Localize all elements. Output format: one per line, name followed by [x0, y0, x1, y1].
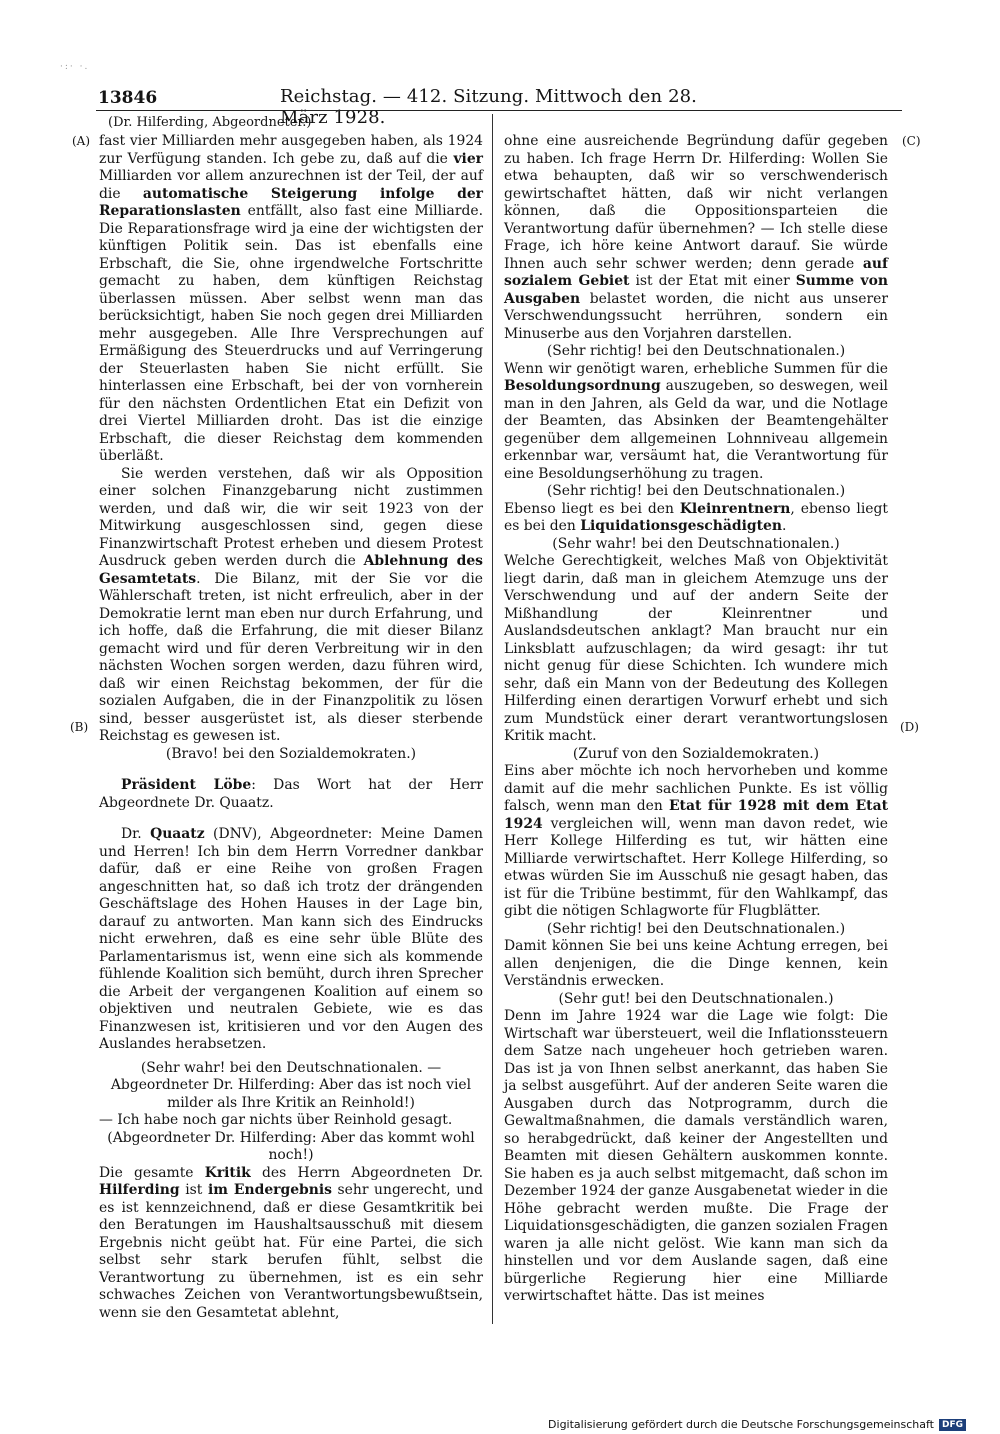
speaker-paragraph: Dr. Quaatz (DNV), Abgeordneter: Meine Damen und Herren! Ich bin dem Herrn Vorredner dankbar dafür, daß er eine Reihe von großen Fragen angeschnitten hat, so daß ich trotz der drängenden Geschäftslage des Hohen Hauses in der Lage bin, darauf zu antworten. Man kann sich des Eindrucks nicht erwehren, daß es eine sehr üble Blüte des Parlamentarismus ist, wenn eine sich als kommende fühlende Koalition sich bemüht, durch ihren Sprecher die Arbeit der vergangenen Koalition auf einem so objektiven und neutralen Gebiete, wie es das Finanzwesen ist, kritisieren und vor den Augen des Auslandes herabsetzen. [99, 826, 483, 1052]
paragraph: Damit können Sie bei uns keine Achtung erregen, bei allen denjenigen, die die Dinge kennen, kein Verständnis erwecken. [504, 938, 888, 989]
column-divider [492, 114, 493, 1324]
interjection: (Sehr wahr! bei den Deutschnationalen. — Abgeordneter Dr. Hilferding: Aber das ist noch viel milder als Ihre Kritik an Reinhold!) [110, 1059, 472, 1111]
margin-marker-a: (A) [72, 134, 91, 148]
paragraph: — Ich habe noch gar nichts über Reinhold gesagt. [99, 1112, 453, 1128]
margin-marker-b: (B) [70, 720, 89, 734]
paragraph: Denn im Jahre 1924 war die Lage wie folgt: Die Wirtschaft war übersteuert, weil die Inflationssteuern dem Satze nach ungeheuer hoch getrieben waren. Das ist ja von Ihnen selbst anerkannt, das haben Sie ja selbst ausgeführt. Auf der anderen Seite waren die Ausgaben durch das Notprogramm, durch die Gewaltmaßnahmen, die damals verständlich waren, so herabgedrückt, daß keiner der Angestellten und Beamten mit diesen Gehältern auskommen konnte. Sie haben es ja auch selbst mitgemacht, daß schon im Dezember 1924 der ganze Ausgabenetat wieder in die Höhe gebracht werden mußte. Die Frage der Liquidationsgeschädigten, die ganzen sozialen Fragen waren ja alle nicht gelöst. Wie kann man sich da hinstellen und vor dem Auslande sagen, daß eine bürgerliche Regierung hier eine Milliarde verwirtschaftet hätte. Das ist meines [504, 1008, 888, 1304]
interjection: (Sehr richtig! bei den Deutschnationalen.) [546, 920, 846, 937]
interjection: (Sehr richtig! bei den Deutschnationalen.) [546, 343, 846, 359]
interjection: (Sehr wahr! bei den Deutschnationalen.) [552, 535, 840, 552]
speaker-tag: (Dr. Hilferding, Abgeordneter.) [108, 115, 312, 130]
speaker-paragraph: Präsident Löbe: Das Wort hat der Herr Abgeordnete Dr. Quaatz. [99, 777, 483, 811]
interjection: (Bravo! bei den Sozialdemokraten.) [165, 745, 417, 762]
right-column [504, 133, 888, 1306]
paragraph: fast vier Milliarden mehr ausgegeben haben, als 1924 zur Verfügung standen. Ich gebe zu, daß auf die vier Milliarden vor allem anzurechnen ist der Teil, der auf die automatische Steigerung infolge der Reparationslasten entfällt, also fast eine Milliarde. Die Reparationsfrage wird ja eine der wichtigsten der künftigen Politik sein. Das ist ebenfalls eine Erbschaft, die Sie, ohne irgendwelche Fortschritte gemacht zu haben, dem künftigen Reichstag überlassen müssen. Aber selbst wenn man das berücksichtigt, haben Sie noch gegen drei Milliarden mehr ausgegeben. Alle Ihre Versprechungen auf Ermäßigung des Steuerdrucks und auf Verringerung der Steuerlasten haben Sie nicht erfüllt. Sie hinterlassen eine Erbschaft, bei der von vornherein für den nächsten Ordentlichen Etat ein Defizit von drei Viertel Milliarden droht. Das ist die einzige Erbschaft, die dieser Reichstag dem kommenden überläßt. [99, 133, 483, 464]
paragraph: ohne eine ausreichende Begründung dafür gegeben zu haben. Ich frage Herrn Dr. Hilferding: Wollen Sie etwa behaupten, daß wir so verschwenderisch gewirtschaftet hätten, daß wir nicht verlangen können, daß die Oppositionsparteien die Verantwortung dafür übernehmen? — Ich stelle diese Frage, ich höre keine Antwort darauf. Sie würde Ihnen auch sehr schwer werden; denn gerade auf sozialem Gebiet ist der Etat mit einer Summe von Ausgaben belastet worden, die nicht aus unserer Verschwendungssucht herrühren, sondern ein Minuserbe aus den Vorjahren darstellen. [504, 133, 888, 342]
left-column [99, 133, 483, 1322]
page-number: 13846 [98, 88, 158, 108]
interjection: (Sehr gut! bei den Deutschnationalen.) [558, 990, 834, 1007]
margin-marker-d: (D) [900, 720, 919, 734]
interjection: (Abgeordneter Dr. Hilferding: Aber das kommt wohl noch!) [107, 1129, 475, 1163]
footer-text: Digitalisierung gefördert durch die Deutsche Forschungsgemeinschaft [548, 1418, 934, 1431]
paragraph: Ebenso liegt es bei den Kleinrentnern, ebenso liegt es bei den Liquidationsgeschädigten. [504, 500, 888, 534]
paragraph: Wenn wir genötigt waren, erhebliche Summen für die Besoldungsordnung auszugeben, so deswegen, weil man in den Jahren, als Geld da war, und die Notlage der Beamten, das Absinken der Beamtengehälter gegenüber dem allgemeinen Lohnniveau allgemein erkennbar war, versäumt hat, die Verantwortung für eine Besoldungserhöhung zu tragen. [504, 360, 888, 482]
footer-credit [548, 1418, 966, 1431]
interjection: (Zuruf von den Sozialdemokraten.) [572, 745, 820, 762]
library-stamp: ·:· ·. [60, 62, 90, 72]
paragraph: Welche Gerechtigkeit, welches Maß von Objektivität liegt darin, daß man in gleichem Atemzuge uns der Verschwendung und auf der andern Seite der Mißhandlung der Kleinrentner und Auslandsdeutschen anklagt? Man braucht nur ein Linksblatt aufzuschlagen; da wird gesagt: ihr tut nicht genug für diese Schichten. Ich wundere mich sehr, daß ein Mann von der Bedeutung des Kollegen Hilferding einen derartigen Vorwurf erhebt und sich zum Mundstück einer derart verantwortungslosen Kritik macht. [504, 553, 888, 744]
running-head: Reichstag. — 412. Sitzung. Mittwoch den 28. März 1928. [280, 86, 697, 128]
interjection: (Sehr richtig! bei den Deutschnationalen.) [546, 483, 846, 499]
dfg-logo: DFG [939, 1419, 966, 1431]
paragraph: Sie werden verstehen, daß wir als Opposition einer solchen Finanzgebarung nicht zustimmen werden, und daß wir, die wir seit 1923 von der Mitwirkung ausgeschlossen sind, gegen diese Finanzwirtschaft Protest erheben und diesem Protest Ausdruck geben werden durch die Ablehnung des Gesamtetats. Die Bilanz, mit der Sie vor die Wählerschaft treten, ist nicht erfreulich, aber in der Demokratie lernt man eben nur durch Erfahrung, und ich hoffe, daß die Erfahrung, die mit dieser Bilanz gemacht wird und für deren Verbreitung wir in den nächsten Wochen sorgen werden, dazu führen wird, daß wir einen Reichstag bekommen, der für die sozialen Aufgaben, die in der Finanzpolitik zu lösen sind, besser ausgerüstet ist, als dieser sterbende Reichstag es gewesen ist. [99, 465, 483, 744]
paragraph: Die gesamte Kritik des Herrn Abgeordneten Dr. Hilferding ist im Endergebnis sehr ungerecht, und es ist kennzeichnend, daß er diese Gesamtkritik bei den Beratungen im Haushaltsausschuß mit diesem Ergebnis nicht geübt hat. Für eine Partei, die sich selbst sehr stark berufen fühlt, selbst die Verantwortung zu übernehmen, ist es ein sehr schwaches Zeichen von Verantwortungsbewußtsein, wenn sie den Gesamtetat ablehnt, [99, 1164, 484, 1321]
margin-marker-c: (C) [902, 134, 921, 148]
paragraph: Eins aber möchte ich noch hervorheben und komme damit auf die mehr sachlichen Punkte. Es ist völlig falsch, wenn man den Etat für 1928 mit dem Etat 1924 vergleichen will, wenn man davon redet, wie Herr Kollege Hilferding es tut, wir hätten eine Milliarde verwirtschaftet. Herr Kollege Hilferding, so etwas würden Sie im Ausschuß nie gesagt haben, das ist für die Tribüne bestimmt, für den Wahlkampf, das gibt die nötigen Schlagworte für Flugblätter. [504, 763, 888, 919]
header-rule [96, 110, 902, 111]
